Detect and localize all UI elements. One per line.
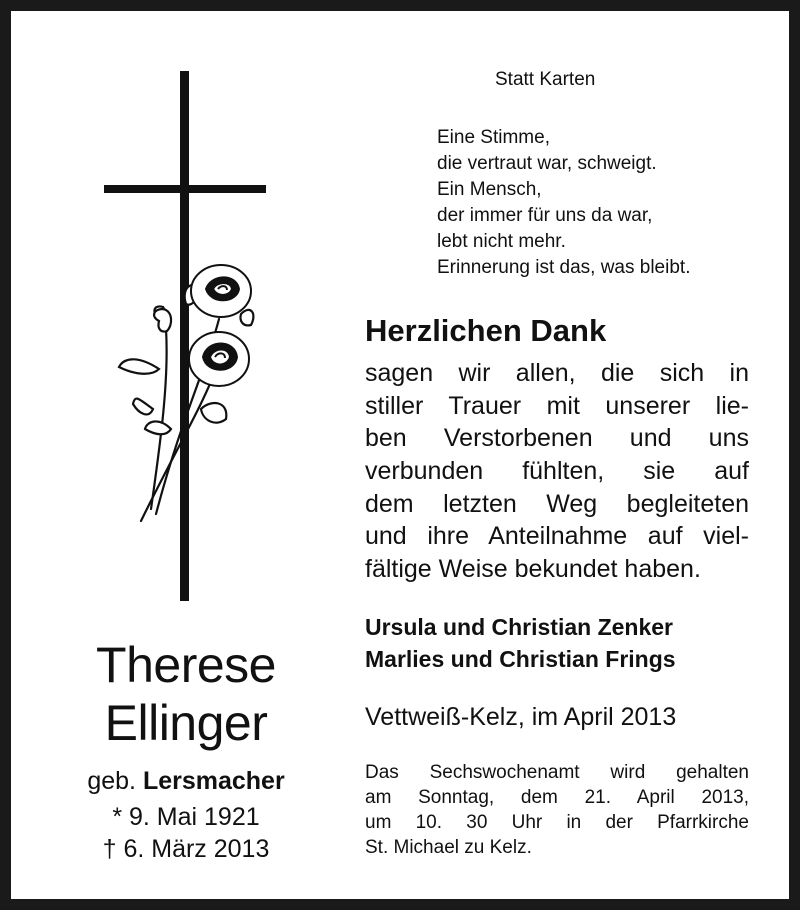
mass-notice xyxy=(365,760,749,860)
thanks-line: stiller Trauer mit unserer lie- xyxy=(365,391,749,420)
birth-date: * 9. Mai 1921 xyxy=(112,803,260,831)
poem-line: lebt nicht mehr. xyxy=(437,231,566,252)
place-date: Vettweiß-Kelz, im April 2013 xyxy=(365,703,677,731)
poem-line: der immer für uns da war, xyxy=(437,205,653,226)
family-line-1: Ursula und Christian Zenker xyxy=(365,614,674,640)
roses-icon xyxy=(111,259,261,529)
poem-line: Eine Stimme, xyxy=(437,127,550,148)
deceased-first-name: Therese xyxy=(96,637,276,693)
poem-line: Erinnerung ist das, was bleibt. xyxy=(437,257,691,278)
thanks-line: verbunden fühlten, sie auf xyxy=(365,457,749,486)
notice-line: Das Sechswochenamt wird gehalten xyxy=(365,762,749,783)
thanks-line: ben Verstorbenen und uns xyxy=(365,424,749,453)
poem xyxy=(437,125,690,281)
thanks-text xyxy=(365,357,749,586)
thanks-line: sagen wir allen, die sich in xyxy=(365,359,749,387)
poem-line: Ein Mensch, xyxy=(437,179,542,200)
deceased-last-name: Ellinger xyxy=(104,695,268,751)
death-date: † 6. März 2013 xyxy=(102,835,270,863)
maiden-name-line xyxy=(51,765,321,797)
statt-karten: Statt Karten xyxy=(495,69,596,90)
notice-line: St. Michael zu Kelz. xyxy=(365,837,532,858)
family-line-2: Marlies und Christian Frings xyxy=(365,646,676,672)
born-prefix: geb. xyxy=(87,767,136,795)
thanks-line: dem letzten Weg begleiteten xyxy=(365,489,749,518)
thanks-heading: Herzlichen Dank xyxy=(365,313,607,348)
thanks-line: fältige Weise bekundet haben. xyxy=(365,555,701,584)
thanks-line: und ihre Anteilnahme auf viel- xyxy=(365,522,749,551)
poem-line: die vertraut war, schweigt. xyxy=(437,153,657,174)
maiden-name: Lersmacher xyxy=(142,767,285,795)
notice-line: am Sonntag, dem 21. April 2013, xyxy=(365,787,749,808)
notice-line: um 10. 30 Uhr in der Pfarrkirche xyxy=(365,812,749,833)
cross-horizontal-beam xyxy=(104,185,266,193)
